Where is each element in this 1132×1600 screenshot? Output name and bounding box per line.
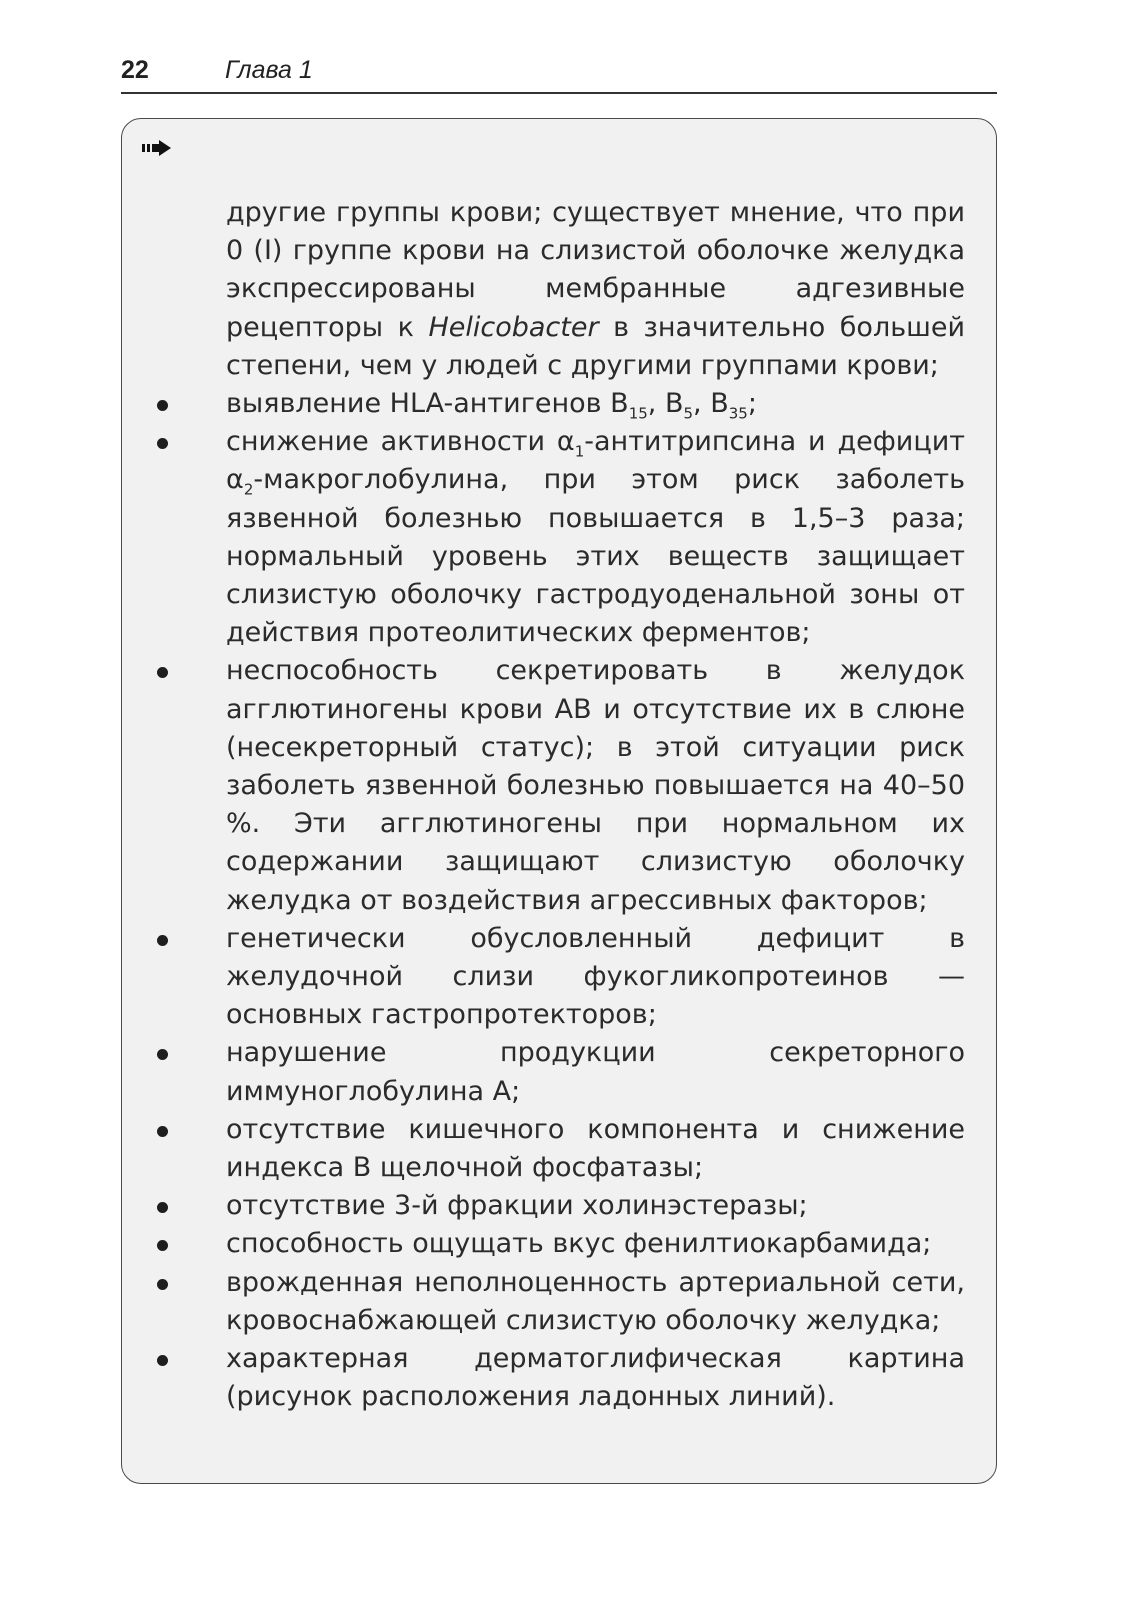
list-item bbox=[147, 1034, 965, 1110]
item-text: , B bbox=[693, 388, 729, 420]
bullet-icon bbox=[157, 1126, 168, 1137]
list-item bbox=[147, 1264, 965, 1340]
subscript: 35 bbox=[728, 404, 748, 423]
item-text: нарушение продукции секреторного иммуноглобулина A; bbox=[226, 1037, 965, 1107]
subscript: 5 bbox=[683, 404, 694, 423]
item-text: , B bbox=[647, 388, 684, 420]
item-text: -антитрипсина и дефицит α bbox=[226, 426, 966, 496]
bullet-icon bbox=[157, 1279, 168, 1290]
list-item bbox=[147, 385, 965, 423]
intro-paragraph bbox=[147, 194, 965, 385]
chapter-title: Глава 1 bbox=[225, 56, 313, 84]
item-text: генетически обусловленный дефицит в желудочной слизи фукогликопротеинов — основных гастропротекторов; bbox=[226, 922, 965, 1031]
italic-term: Helicobacter bbox=[428, 311, 599, 343]
subscript: 2 bbox=[243, 480, 254, 499]
bullet-icon bbox=[157, 935, 168, 946]
bullet-icon bbox=[157, 1049, 168, 1060]
item-text: врожденная неполноценность артериальной сети, кровоснабжающей слизистую оболочку желудка; bbox=[226, 1266, 965, 1336]
list-item bbox=[147, 920, 965, 1035]
item-text: ; bbox=[747, 388, 757, 420]
running-head bbox=[121, 52, 997, 94]
item-text: отсутствие кишечного компонента и снижение индекса B щелочной фосфатазы; bbox=[226, 1113, 965, 1184]
bullet-list bbox=[147, 385, 965, 1416]
item-text: отсутствие 3-й фракции холинэстеразы; bbox=[226, 1190, 808, 1222]
list-item bbox=[147, 1187, 965, 1225]
intro-text-end: в значительно большей степени, чем у людей с другими группами крови; bbox=[226, 311, 965, 381]
arrow-right-icon bbox=[142, 139, 172, 157]
bullet-icon bbox=[157, 438, 168, 449]
item-text: -макроглобулина, при этом риск заболеть язвенной болезнью повышается в 1,5–3 раза; нормальный уровень этих веществ защищает слизистую оболочку гастродуоденальной зоны от действия протеолитических ферментов; bbox=[226, 464, 965, 649]
subscript: 1 bbox=[574, 442, 585, 461]
bullet-icon bbox=[157, 400, 168, 411]
bullet-icon bbox=[157, 1240, 168, 1251]
bullet-icon bbox=[157, 1355, 168, 1366]
content-box bbox=[121, 118, 997, 1484]
content-text bbox=[147, 194, 965, 1417]
item-text: способность ощущать вкус фенилтиокарбамида; bbox=[226, 1228, 932, 1260]
list-item bbox=[147, 1111, 965, 1187]
item-text: неспособность секретировать в желудок агглютиногены крови AB и отсутствие их в слюне (несекреторный статус); в этой ситуации риск заболеть язвенной болезнью повышается на 40–50 %. Эти агглютиногены при нормальном их содержании защищают слизистую оболочку желудка от воздействия агрессивных факторов; bbox=[226, 655, 965, 916]
subscript: 15 bbox=[628, 404, 648, 423]
bullet-icon bbox=[157, 667, 168, 678]
bullet-icon bbox=[157, 1202, 168, 1213]
list-item bbox=[147, 423, 965, 652]
list-item bbox=[147, 1340, 965, 1416]
item-text: снижение активности α bbox=[226, 426, 575, 458]
item-text: выявление HLA-антигенов B bbox=[226, 388, 629, 420]
list-item bbox=[147, 1225, 965, 1263]
intro-text-start: другие группы крови; существует мнение, что при 0 (I) группе крови на слизистой оболочке желудка экспрессированы мембранные адгезивные рецепторы к bbox=[226, 197, 965, 343]
page-number: 22 bbox=[121, 56, 149, 84]
list-item bbox=[147, 652, 965, 919]
item-text: характерная дерматоглифическая картина (рисунок расположения ладонных линий). bbox=[226, 1343, 965, 1413]
